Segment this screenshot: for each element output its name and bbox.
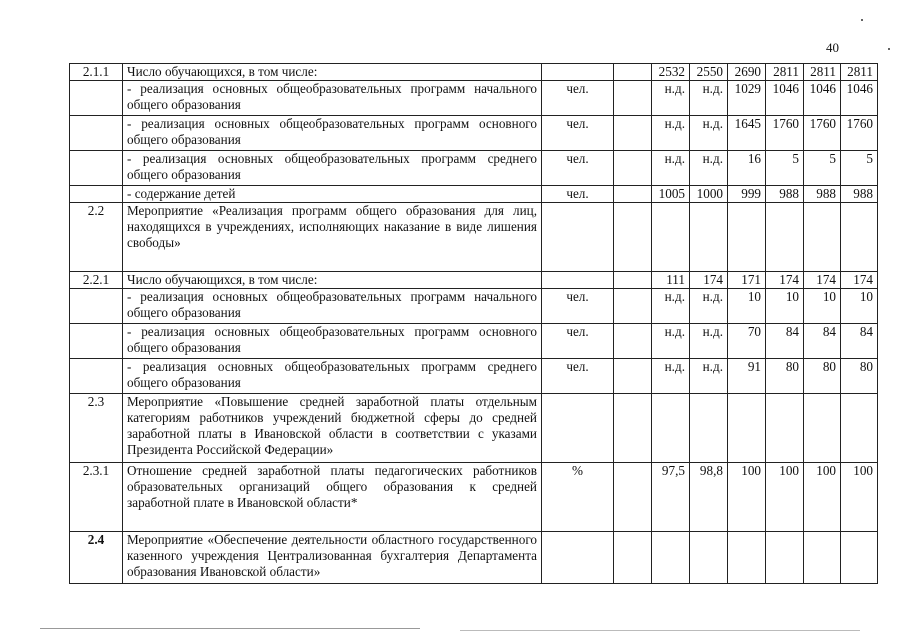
row-value (614, 324, 652, 359)
row-description: - реализация основных общеобразовательных программ начального общего образования (123, 81, 542, 116)
row-value: 10 (728, 289, 766, 324)
row-description: Число обучающихся, в том числе: (123, 64, 542, 81)
scan-edge-line (40, 628, 420, 629)
row-description: - реализация основных общеобразовательных программ основного общего образования (123, 324, 542, 359)
row-code: 2.4 (70, 532, 123, 584)
row-value: 1645 (728, 116, 766, 151)
row-value (614, 394, 652, 463)
row-description: Мероприятие «Повышение средней заработной платы отдельным категориям работников учреждений бюджетной сферы до средней заработной платы в Ивановской области в соответствии с указами Президента Российской Федерации» (123, 394, 542, 463)
row-value: 80 (841, 359, 878, 394)
indicators-table (69, 63, 878, 584)
row-value: 97,5 (652, 463, 690, 532)
row-code (70, 116, 123, 151)
scan-speck (861, 19, 863, 21)
row-description: Мероприятие «Реализация программ общего образования для лиц, находящихся в учреждениях, исполняющих наказание в виде лишения свободы» (123, 203, 542, 272)
row-value: 100 (841, 463, 878, 532)
row-value: 70 (728, 324, 766, 359)
row-value: н.д. (690, 359, 728, 394)
row-description: - реализация основных общеобразовательных программ основного общего образования (123, 116, 542, 151)
row-value: 988 (841, 186, 878, 203)
row-value: 2690 (728, 64, 766, 81)
row-value (614, 463, 652, 532)
row-value (804, 532, 841, 584)
table-row (70, 203, 878, 272)
table-row (70, 64, 878, 81)
row-code: 2.3.1 (70, 463, 123, 532)
row-value: 5 (841, 151, 878, 186)
row-value: 2811 (841, 64, 878, 81)
row-value (614, 151, 652, 186)
row-unit (542, 203, 614, 272)
row-value (614, 116, 652, 151)
scan-speck (888, 48, 890, 50)
row-value: 98,8 (690, 463, 728, 532)
row-value: 2550 (690, 64, 728, 81)
row-value (766, 532, 804, 584)
table-row (70, 151, 878, 186)
row-value: н.д. (652, 359, 690, 394)
row-value (841, 394, 878, 463)
row-value: 5 (766, 151, 804, 186)
page-number: 40 (826, 40, 839, 55)
row-description: Число обучающихся, в том числе: (123, 272, 542, 289)
row-unit: % (542, 463, 614, 532)
row-unit: чел. (542, 81, 614, 116)
row-value: 174 (841, 272, 878, 289)
row-value: 1046 (766, 81, 804, 116)
row-value: 80 (804, 359, 841, 394)
row-value (728, 203, 766, 272)
row-value: н.д. (690, 324, 728, 359)
row-value: 5 (804, 151, 841, 186)
row-value (652, 203, 690, 272)
row-value (804, 394, 841, 463)
row-value: 91 (728, 359, 766, 394)
row-value (614, 532, 652, 584)
row-value (614, 81, 652, 116)
row-unit (542, 64, 614, 81)
row-code (70, 151, 123, 186)
row-value: 111 (652, 272, 690, 289)
row-value: 10 (841, 289, 878, 324)
row-value (614, 64, 652, 81)
row-value (652, 532, 690, 584)
row-value: 1760 (841, 116, 878, 151)
row-value: 84 (804, 324, 841, 359)
table-row (70, 532, 878, 584)
row-unit (542, 394, 614, 463)
row-description: - реализация основных общеобразовательных программ среднего общего образования (123, 359, 542, 394)
row-value (728, 394, 766, 463)
row-value (766, 203, 804, 272)
row-description: Мероприятие «Обеспечение деятельности областного государственного казенного учреждения Централизованная бухгалтерия Департамента образования Ивановской области» (123, 532, 542, 584)
table-row (70, 289, 878, 324)
row-code: 2.1.1 (70, 64, 123, 81)
row-code (70, 81, 123, 116)
table-row (70, 81, 878, 116)
row-description: Отношение средней заработной платы педагогических работников образовательных организаций общего образования к средней заработной плате в Ивановской области* (123, 463, 542, 532)
row-value: н.д. (652, 324, 690, 359)
row-value (614, 203, 652, 272)
table-row (70, 359, 878, 394)
row-code (70, 324, 123, 359)
row-value: 1029 (728, 81, 766, 116)
row-value: 1760 (766, 116, 804, 151)
row-value (690, 532, 728, 584)
row-value: 174 (690, 272, 728, 289)
row-value (841, 532, 878, 584)
row-code (70, 359, 123, 394)
table-row (70, 394, 878, 463)
row-unit: чел. (542, 289, 614, 324)
row-value: 1760 (804, 116, 841, 151)
table-row (70, 186, 878, 203)
row-code: 2.2 (70, 203, 123, 272)
row-description: - реализация основных общеобразовательных программ начального общего образования (123, 289, 542, 324)
row-value: н.д. (652, 289, 690, 324)
row-value: 174 (804, 272, 841, 289)
row-code (70, 186, 123, 203)
row-value: н.д. (690, 81, 728, 116)
row-value: 10 (804, 289, 841, 324)
row-unit (542, 532, 614, 584)
row-value: 1000 (690, 186, 728, 203)
row-value (841, 203, 878, 272)
row-value: н.д. (690, 151, 728, 186)
row-value: н.д. (652, 81, 690, 116)
row-unit: чел. (542, 151, 614, 186)
row-code: 2.3 (70, 394, 123, 463)
row-value: 988 (766, 186, 804, 203)
row-value: н.д. (652, 116, 690, 151)
row-value (614, 272, 652, 289)
row-value: 1046 (804, 81, 841, 116)
row-value (614, 186, 652, 203)
row-value: 2532 (652, 64, 690, 81)
row-value: 80 (766, 359, 804, 394)
row-value (690, 394, 728, 463)
row-value (614, 359, 652, 394)
table-row (70, 116, 878, 151)
table-row (70, 324, 878, 359)
row-value (804, 203, 841, 272)
row-value: 174 (766, 272, 804, 289)
row-value: 2811 (804, 64, 841, 81)
row-value (652, 394, 690, 463)
row-value: 2811 (766, 64, 804, 81)
row-unit: чел. (542, 186, 614, 203)
row-unit (542, 272, 614, 289)
row-unit: чел. (542, 116, 614, 151)
row-code: 2.2.1 (70, 272, 123, 289)
row-value: н.д. (690, 116, 728, 151)
row-unit: чел. (542, 324, 614, 359)
row-value: 999 (728, 186, 766, 203)
row-value: 988 (804, 186, 841, 203)
table-row (70, 272, 878, 289)
row-value (766, 394, 804, 463)
row-value: 100 (804, 463, 841, 532)
row-code (70, 289, 123, 324)
row-value: 100 (766, 463, 804, 532)
row-value: 1005 (652, 186, 690, 203)
row-value (614, 289, 652, 324)
row-value: 84 (841, 324, 878, 359)
row-value (690, 203, 728, 272)
row-description: - реализация основных общеобразовательных программ среднего общего образования (123, 151, 542, 186)
row-value: н.д. (652, 151, 690, 186)
row-value: 16 (728, 151, 766, 186)
row-unit: чел. (542, 359, 614, 394)
row-value: 100 (728, 463, 766, 532)
scan-edge-line (460, 630, 860, 631)
row-value (728, 532, 766, 584)
row-value: н.д. (690, 289, 728, 324)
table-row (70, 463, 878, 532)
row-description: - содержание детей (123, 186, 542, 203)
row-value: 171 (728, 272, 766, 289)
row-value: 10 (766, 289, 804, 324)
row-value: 84 (766, 324, 804, 359)
row-value: 1046 (841, 81, 878, 116)
